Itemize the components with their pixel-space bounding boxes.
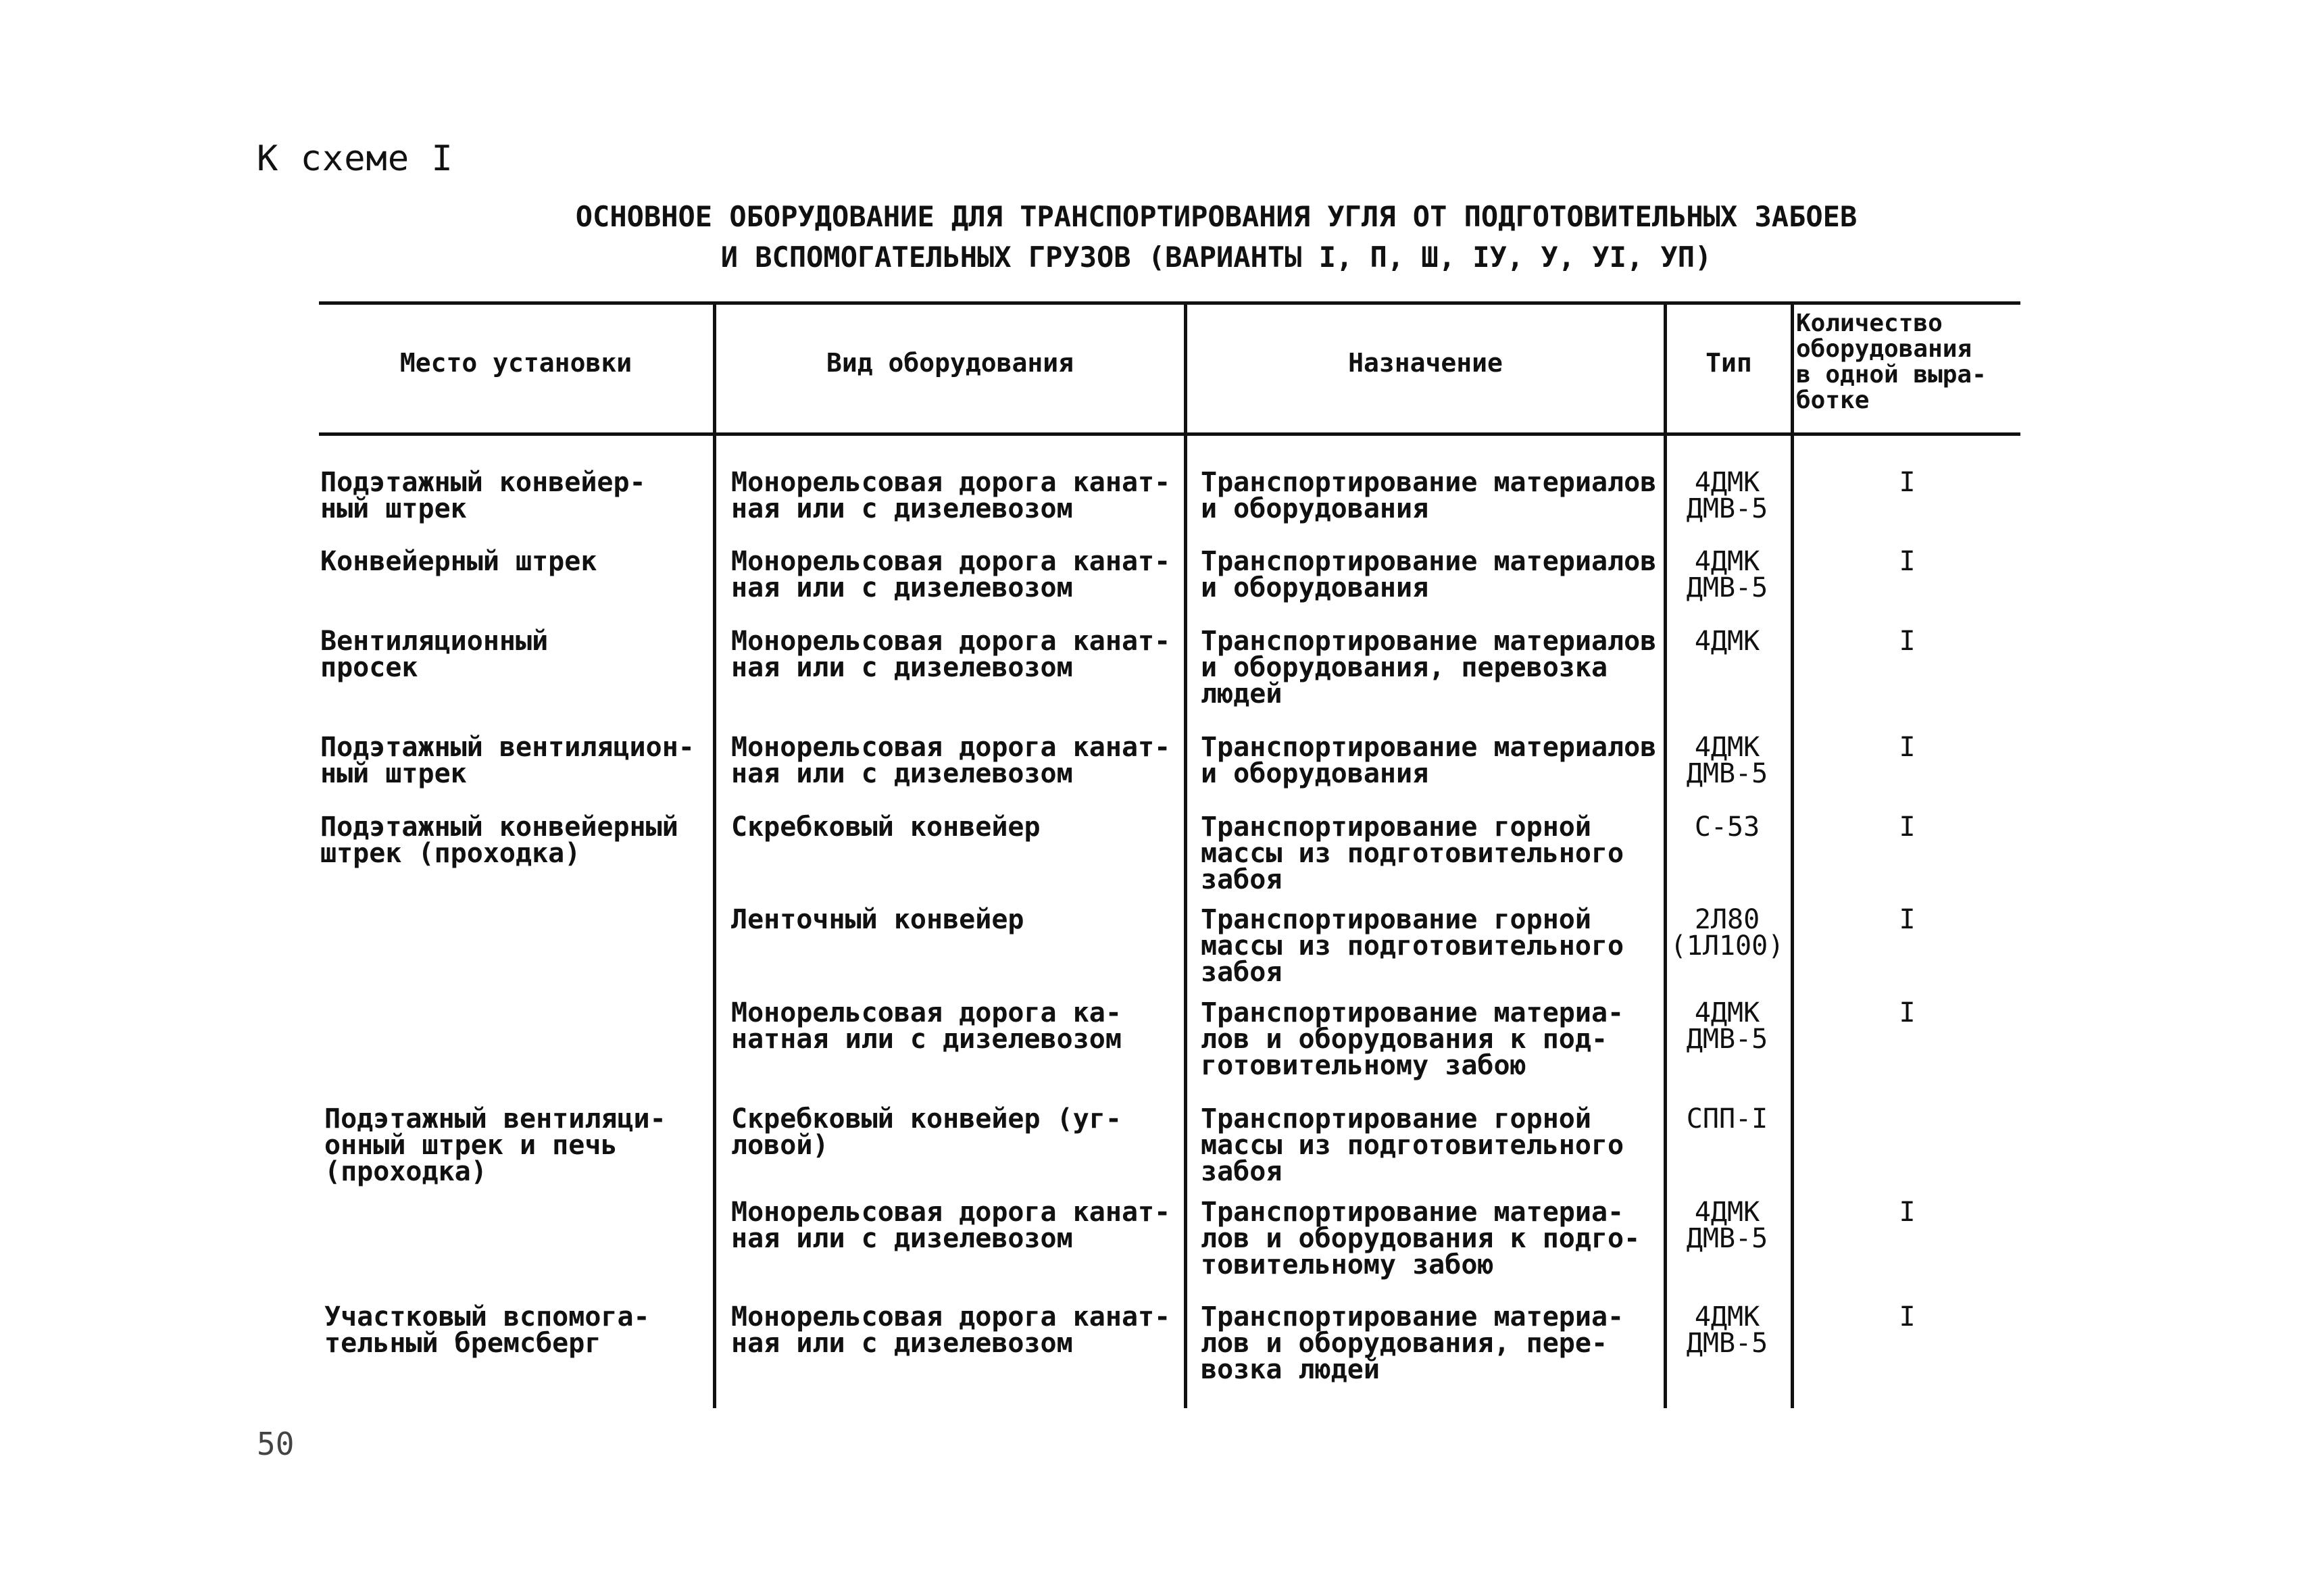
table-row-2-equipment: Монорельсовая дорога канат- ная или с дизелевозом	[731, 546, 1171, 603]
table-row-1-equipment: Монорельсовая дорога канат- ная или с дизелевозом	[731, 467, 1171, 524]
table-header-rule	[319, 432, 2020, 436]
table-row-10-type: 4ДМК ДМВ-5	[1686, 1301, 1768, 1359]
table-row-6-equipment: Ленточный конвейер	[731, 904, 1024, 935]
scheme-label: К схеме I	[257, 139, 453, 179]
table-top-rule	[319, 301, 2020, 305]
table-title-line-1: ОСНОВНОЕ ОБОРУДОВАНИЕ ДЛЯ ТРАНСПОРТИРОВАНИЯ УГЛЯ ОТ ПОДГОТОВИТЕЛЬНЫХ ЗАБОЕВ	[575, 200, 1858, 233]
table-row-4-purpose: Транспортирование материалов и оборудования	[1201, 732, 1657, 789]
table-row-10-quantity: I	[1899, 1301, 1916, 1332]
table-row-5-quantity: I	[1899, 812, 1916, 843]
table-row-9-type: 4ДМК ДМВ-5	[1686, 1197, 1768, 1254]
table-row-7-type: 4ДМК ДМВ-5	[1686, 997, 1768, 1055]
table-row-4-equipment: Монорельсовая дорога канат- ная или с дизелевозом	[731, 732, 1171, 789]
table-row-8-purpose: Транспортирование горной массы из подготовительного забоя	[1201, 1103, 1624, 1187]
table-row-7-equipment: Монорельсовая дорога ка- натная или с дизелевозом	[731, 997, 1122, 1055]
table-row-10-place: Участковый вспомога- тельный бремсберг	[324, 1301, 650, 1359]
table-row-5-place: Подэтажный конвейерный штрек (проходка)	[320, 812, 678, 869]
table-row-3-place: Вентиляционный просек	[320, 626, 549, 683]
table-row-3-quantity: I	[1899, 626, 1916, 657]
table-row-2-type: 4ДМК ДМВ-5	[1686, 546, 1768, 603]
table-row-3-purpose: Транспортирование материалов и оборудования, перевозка людей	[1201, 626, 1657, 709]
table-row-3-type: 4ДМК	[1694, 626, 1760, 657]
table-row-6-type: 2Л80 (1Л100)	[1670, 904, 1785, 962]
header-purpose: Назначение	[1348, 348, 1503, 378]
table-row-2-quantity: I	[1899, 546, 1916, 577]
column-divider-2	[1184, 301, 1187, 1408]
table-row-7-purpose: Транспортирование материа- лов и оборудования к под- готовительному забою	[1201, 997, 1624, 1081]
table-row-2-purpose: Транспортирование материалов и оборудования	[1201, 546, 1657, 603]
table-row-6-purpose: Транспортирование горной массы из подготовительного забоя	[1201, 904, 1624, 988]
table-row-5-type: С-53	[1694, 812, 1760, 843]
table-row-4-type: 4ДМК ДМВ-5	[1686, 732, 1768, 789]
table-row-3-equipment: Монорельсовая дорога канат- ная или с дизелевозом	[731, 626, 1171, 683]
table-row-4-quantity: I	[1899, 732, 1916, 763]
table-row-1-type: 4ДМК ДМВ-5	[1686, 467, 1768, 524]
table-row-7-quantity: I	[1899, 997, 1916, 1028]
table-row-1-place: Подэтажный конвейер- ный штрек	[320, 467, 646, 524]
table-row-6-quantity: I	[1899, 904, 1916, 935]
header-quantity: Количество оборудования в одной выра- ботке	[1796, 309, 1987, 414]
table-row-2-place: Конвейерный штрек	[320, 546, 597, 577]
table-row-5-equipment: Скребковый конвейер	[731, 812, 1041, 843]
header-type: Тип	[1706, 348, 1752, 378]
table-row-9-equipment: Монорельсовая дорога канат- ная или с дизелевозом	[731, 1197, 1171, 1254]
table-row-1-quantity: I	[1899, 467, 1916, 498]
table-row-8-type: СПП-I	[1686, 1103, 1768, 1134]
table-row-5-purpose: Транспортирование горной массы из подготовительного забоя	[1201, 812, 1624, 895]
column-divider-4	[1791, 301, 1794, 1408]
header-equipment: Вид оборудования	[826, 348, 1074, 378]
table-row-10-equipment: Монорельсовая дорога канат- ная или с дизелевозом	[731, 1301, 1171, 1359]
table-row-10-purpose: Транспортирование материа- лов и оборудования, пере- возка людей	[1201, 1301, 1624, 1385]
table-row-9-purpose: Транспортирование материа- лов и оборудования к подго- товительному забою	[1201, 1197, 1641, 1280]
table-row-4-place: Подэтажный вентиляцион- ный штрек	[320, 732, 695, 789]
table-row-8-place: Подэтажный вентиляци- онный штрек и печь (проходка)	[324, 1103, 666, 1187]
page-number: 50	[257, 1426, 295, 1462]
header-place: Место установки	[399, 348, 632, 378]
table-row-1-purpose: Транспортирование материалов и оборудования	[1201, 467, 1657, 524]
column-divider-1	[713, 301, 716, 1408]
table-row-8-equipment: Скребковый конвейер (уг- ловой)	[731, 1103, 1122, 1161]
table-row-9-quantity: I	[1899, 1197, 1916, 1228]
table-title-line-2: И ВСПОМОГАТЕЛЬНЫХ ГРУЗОВ (ВАРИАНТЫ I, П, Ш, IУ, У, УI, УП)	[720, 241, 1712, 274]
